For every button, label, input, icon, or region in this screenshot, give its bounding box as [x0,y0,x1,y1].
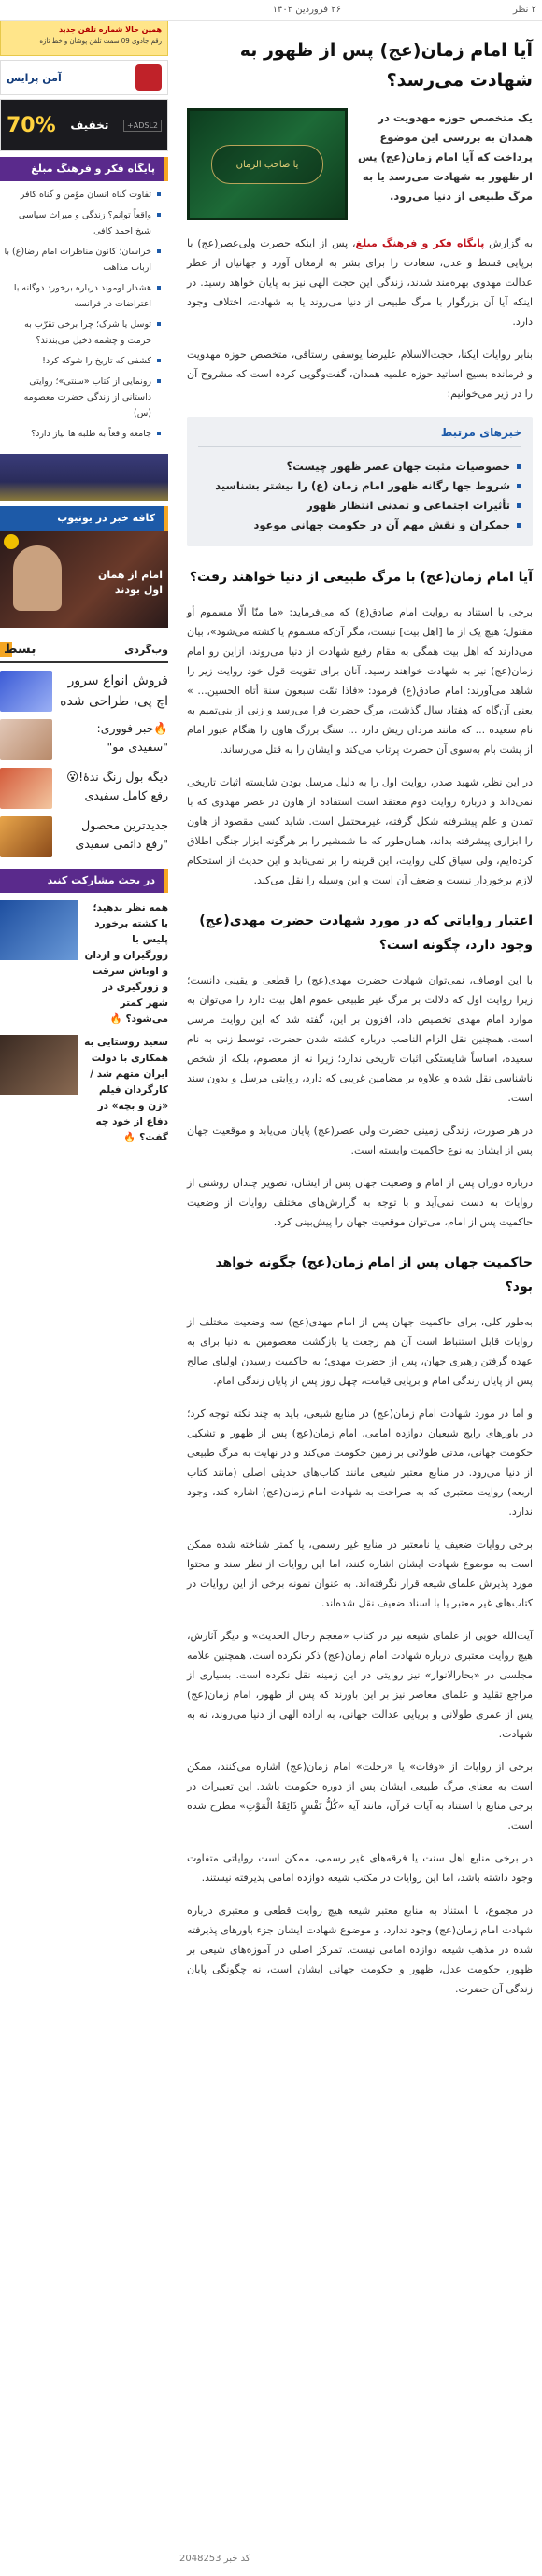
fire-icon: 🔥 [153,721,168,735]
sidebar-link[interactable]: جامعه واقعاً به طلبه ها نیاز دارد؟ [4,426,161,442]
discussion-thumb [0,1035,78,1095]
discussion-label: سعید روستایی به همکاری با دولت ایران متهم شد / کارگردان فیلم «زن و بچه» در دفاع از خود چه گفت؟ [84,1037,168,1143]
paragraph-10: برخی روایات ضعیف یا نامعتبر در منابع غیر رسمی، یا کمتر شناخته شده ممکن است به موضوع شهادت ایشان اشاره کنند، اما این روایات از نظر سند و محتوا مورد پذیرش علمای شیعه قرار نگرفته‌اند. به عنوان نمونه برخی از این روایات در کتاب‌های غیر معتبر یا با اسناد ضعیف نقل شده‌اند. [187,1538,533,1609]
paragraph-6: در هر صورت، زندگی زمینی حضرت ولی عصر(عج) پایان می‌یابد و موقعیت جهان پس از ایشان به نوع حاکمیت وابسته است. [187,1125,533,1156]
top-bar [0,0,542,21]
ad-discount-label: تخفیف [70,119,109,132]
article-title: آیا امام زمان(عج) پس از ظهور به شهادت می‌رسد؟ [239,40,533,91]
fire-icon: 🔥 [109,1013,122,1025]
discussion-text [84,1035,168,1146]
discussion-box [0,869,168,1146]
discussion-item[interactable] [0,1035,168,1146]
web-browsing-box [0,637,168,857]
web-item-text: جدیدترین محصول "رفع دائمی سفیدی [75,818,168,851]
web-item-text [58,719,168,757]
box-header: وب‌گردی [124,643,168,656]
web-item-label: خبر فووری: "سفیدی مو" [96,721,168,754]
box-header[interactable]: کافه خبر در یوتیوب [0,506,168,531]
p1-after: ، پس از اینکه حضرت ولی‌عصر(عج) با برپایی قسط و عدل، سعادت را برای بشر به ارمغان آورد و جهانیان از عطر عدالت مهدوی بهره‌مند شدند، زندگی این حجت الهی نیز به پایان خواهد رسید. در اینکه آیا آن بزرگوار با مرگ طبیعی از دنیا می‌روند یا به شهادت، اختلاف وجود دارد. [187,237,533,328]
discussion-text [84,900,168,1027]
p1-before: به گزارش [484,237,534,249]
web-item-text: فروش انواع سرور اچ پی، طراحی شده [60,673,168,709]
sidebar [0,21,168,1146]
ad-body: رقم جادوی 09 سمت تلفن پوشان و خط تازه [39,37,162,45]
article-column [178,21,542,1999]
ad-banner-discount[interactable] [0,99,168,151]
publish-date: ۲۶ فروردین ۱۴۰۲ [272,5,341,15]
web-item-text: دیگه بول رنگ ندهٔ!😮 رفع کامل سفیدی [66,770,168,802]
section-heading: اعتبار روایاتی که در مورد شهادت حضرت مهدی(عج) وجود دارد، چگونه است؟ [199,913,533,953]
sidebar-banner-image[interactable] [0,454,168,501]
web-item[interactable] [0,719,168,760]
sidebar-link[interactable]: رونمایی از کتاب «سنتی‌»؛ روایتی داستانی از زندگی حضرت معصومه (س) [4,374,161,421]
sidebar-link[interactable]: هشدار لوموند درباره برخورد دوگانه با اعتراضات در فرانسه [4,280,161,312]
box-header[interactable]: پایگاه فکر و فرهنگ مبلغ [0,157,168,181]
comment-count[interactable]: ۲ نظر [512,5,536,15]
person-image [13,545,62,611]
paragraph-2: بنابر روایات ایکنا، حجت‌الاسلام علیرضا یوسفی رستاقی، متخصص حوزه مهدویت و فرمانده بسیج اساتید حوزه علمیه همدان، گفت‌وگویی کرده است که مشروح آن را در زیر می‌خوانیم: [187,348,533,400]
paragraph-4: در این نظر، شهید صدر، روایت اول را به دلیل مرسل بودن شایسته اثبات تاریخی نمی‌داند و درباره روایت دوم معتقد است استفاده از هاون در عصر مهدوی که با تمدن و علم پیشرفته شکل گرفته، غیرمحتمل است. شاید کسی مقصود از هاون را ابزاری پیشرفته بداند، همان‌طور که ما شمشیر را بر هرگونه ابزار جنگی اطلاق کرده‌ایم، ولی سیاق کلی روایت، این قرینه را بر نمی‌تابد و این حدیث از استحکام لازم برخوردار نیست و ضعف آن است و این وسیله را نقل می‌کند. [187,776,533,886]
paragraph-1 [187,234,533,332]
paragraph-8: به‌طور کلی، برای حاکمیت جهان پس از امام مهدی(عج) سه وضعیت مختلف از روایات قابل استنباط است آن هم رجعت یا بازگشت معصومین به دنیا برای به عهده گرفتن رهبری جهان، پس از حضرت مهدی؛ به حاکمیت رسیدن اولیای صالح پس از پایان زندگی امام و برپایی قیامت، چهل روز پس از پایان زندگی امام. [187,1316,533,1387]
ad-brand-name: آمن پرایس [7,71,62,84]
section-heading: حاکمیت جهان پس از امام زمان(عج) چگونه خواهد بود؟ [215,1255,533,1295]
sidebar-link[interactable]: تفاوت گناه انسان مؤمن و گناه کافر [4,187,161,203]
discussion-thumb [0,900,78,960]
web-item-thumb [0,768,52,809]
paragraph-11: آیت‌الله خویی از علمای شیعه نیز در کتاب «معجم رجال الحدیث» و دیگر آثارش، هیچ روایت معتبری درباره شهادت امام زمان(عج) ذکر نکرده است. همچنین علامه مجلسی در «بحارالانوار» نیز روایتی در این زمینه نقل نکرده است. بسیاری از مراجع تقلید و علمای معاصر نیز بر این باورند که پس از ظهور، امام زمان(عج) پس از عمری طولانی و برپایی عدالت جهانی، به اراده الهی از دنیا می‌روند، نه به شهادت. [187,1630,533,1740]
related-link[interactable]: خصوصیات مثبت جهان عصر ظهور چیست؟ [198,457,521,476]
ad-banner-phone[interactable] [0,21,168,56]
news-id: کد خبر 2048253 [179,2554,250,2564]
fire-icon: 🔥 [123,1132,136,1143]
ad-discount-percent: 70% [7,113,56,137]
image-calligraphy: یا صاحب الزمان [211,145,323,184]
related-link[interactable]: شروط جها رگانه ظهور امام زمان (ع) را بیشتر بشناسید [198,476,521,496]
sidebar-link[interactable]: توسل یا شرک؛ چرا برخی تقرّب به حرمت و چشمه دخیل می‌بندند؟ [4,317,161,348]
web-item[interactable] [0,671,168,712]
paragraph-9: و اما در مورد شهادت امام زمان(عج) در منابع شیعی، باید به چند نکته توجه کرد؛ در باورهای رایج شیعیان دوازده امامی، امام زمان(عج) پس از ظهور و تشکیل حکومت جهانی، مدتی طولانی بر زمین حکومت می‌کند و در نهایت به مرگ طبیعی از دنیا می‌رود. در منابع معتبر شیعی مانند کتاب‌های حدیثی اصلی (مانند کتاب اربعه) روایت معتبری که به صراحت به شهادت امام زمان(عج) اشاره کند، وجود ندارد. [187,1408,533,1518]
thought-culture-box [0,157,168,448]
ad-banner-amen[interactable] [0,60,168,95]
web-item-thumb [0,719,52,760]
related-link[interactable]: جمکران و نقش مهم آن در حکومت جهانی موعود [198,516,521,535]
partner-logo[interactable]: بسط [0,642,40,657]
web-item-thumb [0,816,52,857]
article-lead [187,108,533,220]
play-icon [4,534,19,549]
video-thumbnail[interactable] [0,531,168,628]
sidebar-link[interactable]: خراسان؛ کانون مناظرات امام رضا(ع) با ارباب مذاهب [4,244,161,276]
sidebar-link[interactable]: واقعاً توانم؟ زندگی و میراث سیاسی شیخ احمد کافی [4,207,161,239]
sidebar-link[interactable]: کشفی که تاریخ را شوکه کرد! [4,353,161,369]
box-header[interactable]: در بحث مشارکت کنید [0,869,168,893]
related-link[interactable]: تأثیرات اجتماعی و تمدنی انتظار ظهور [198,496,521,516]
web-item-thumb [0,671,52,712]
ad-logo: ADSL2+ [123,120,162,132]
discussion-label: همه نظر بدهید؛ با کشته برخورد پلیس با زورگیران و ازدان و اوباش سرقت و زورگیری در شهر کمتر می‌شود؟ [84,902,168,1025]
paragraph-13: در برخی منابع اهل سنت یا فرقه‌های غیر رسمی، ممکن است روایاتی متفاوت وجود داشته باشد، اما این روایات در مکتب شیعه دوازده امامی پذیرفته نیستند. [187,1852,533,1884]
paragraph-5: با این اوصاف، نمی‌توان شهادت حضرت مهدی(عج) را قطعی و یقینی دانست؛ زیرا روایت اول که دلالت بر مرگ غیر طبیعی عموم اهل بیت دارد را می‌توان به موارد امام مهدی تخصیص داد، افزون بر این، گفته شد که این روایت مرسل است. همچنین نقل الزام الناصب درباره کشته شدن حضرت، توسط زنی به نام سعیده، اساساً شایستگی اثبات تاریخی ندارد؛ زیرا نه از معصوم، بلکه از شخص ناشناسی نقل شده و علاوه بر مضامین غریبی که دارد، روایتی مرسل و بدون سند است. [187,974,533,1104]
web-item[interactable] [0,768,168,809]
discussion-item[interactable] [0,900,168,1027]
article-image[interactable] [187,108,348,220]
paragraph-7: درباره دوران پس از امام و وضعیت جهان پس از ایشان، تصویر چندان روشنی از روایات به دست نمی‌آید و با توجه به گزارش‌های مختلف روایات از وضعیت حاکمیت پس از امام، می‌توان موقعیت جهان را پیش‌بینی کرد. [187,1177,533,1228]
ad-title: همین حالا شماره تلفن جدید [58,25,162,34]
paragraph-12: برخی از روایات از «وفات» یا «رحلت» امام زمان(عج) اشاره می‌کنند، ممکن است به معنای مرگ طبیعی ایشان پس از دوره حکومت باشد. این تعبیرات در برخی منابع با استناد به آیات قرآن، مانند آیه «کُلُّ نَفْسٍ ذَائِقَةُ الْمَوْتِ» مطرح شده است. [187,1761,533,1832]
video-caption: امام از همان اول بودند [97,569,163,596]
related-news-box [187,417,533,546]
related-news-header: خبرهای مرتبط [198,426,521,447]
lead-text: یک متخصص حوزه مهدویت در همدان به بررسی این موضوع پرداخت که آیا امام زمان(عج) پس از ظهور به شهادت می‌رسد یا به مرگ طبیعی از دنیا می‌رود. [358,111,533,203]
paragraph-14: در مجموع، با استناد به منابع معتبر شیعه هیچ روایت قطعی و معتبری درباره شهادت امام زمان(عج) وجود ندارد، و موضوع شهادت ایشان جزء باورهای پذیرفته شده در مذهب شیعه دوازده امامی نیست. تمرکز اصلی در آموزه‌های شیعی بر ظهور، حکومت عدل، ظهور و حکومت جهانی ایشان است، نه چگونگی پایان زندگی آن حضرت. [187,1904,533,1995]
brand-logo-icon [136,64,162,91]
section-heading: آیا امام زمان(عج) با مرگ طبیعی از دنیا خواهند رفت؟ [189,570,533,585]
youtube-box [0,506,168,628]
source-link[interactable]: پایگاه فکر و فرهنگ مبلغ [355,237,485,249]
web-item[interactable] [0,816,168,857]
paragraph-3: برخی با استناد به روایت امام صادق(ع) که می‌فرماید: «ما منّا الّا مسموم أو مقتول؛ هیچ یک از ما [اهل بیت] نیست، مگر آن‌که مسموم یا کشته می‌شود»، بیان می‌دارند که اهل بیت همگی به مقام رفیع شهادت از دنیا می‌روند، ازاین رو امام زمان(عج) نیز به شهادت خواهند رسید. آنان برای تقویت قول خود روایت زیر را شاهد می‌آورند: امام صادق(ع) فرمود: «فاذا تمّت سبعون سنة أتاه الحسین... » یعنی آن‌گاه که هفتاد سال گذشت، مرگ حضرت فرا می‌رسد و زنی از بنی‌تمیم به نام سعیده ... که مانند مردان ریش دارد ... سنگ بزرگ هاون را هنگام عبور امام از پشت بام به‌سوی آن حضرت پرتاب می‌کند و ایشان را به قتل می‌رساند. [187,606,533,756]
